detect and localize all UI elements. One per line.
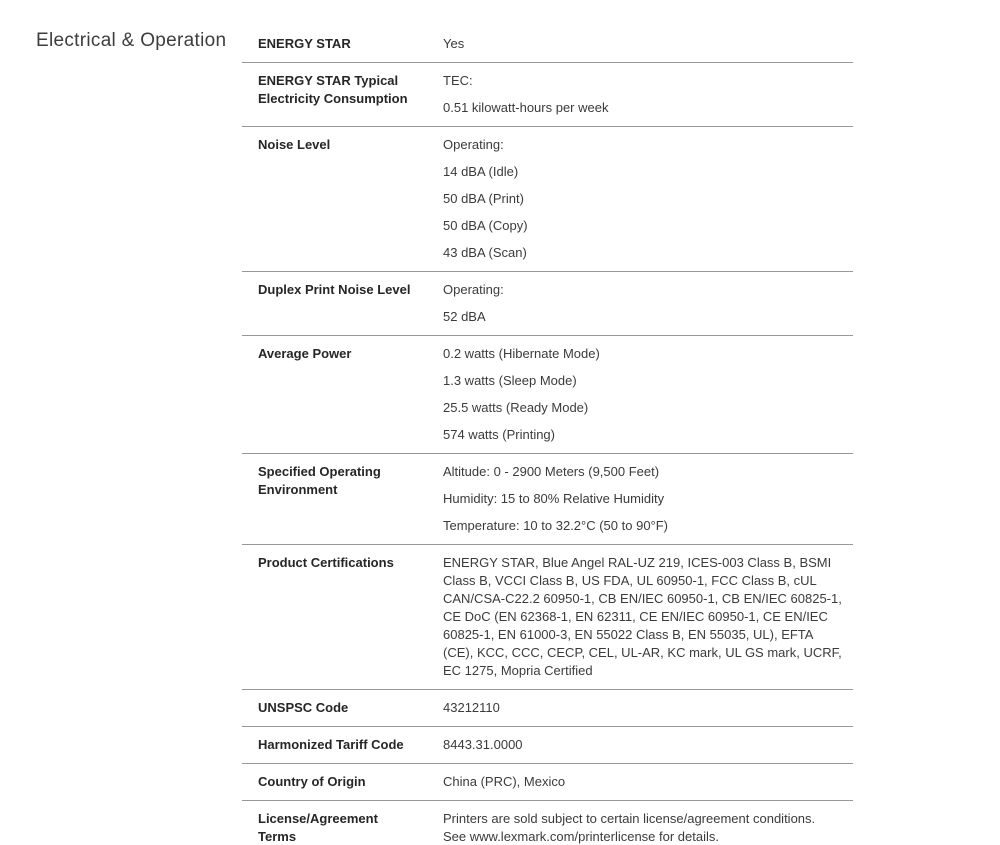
spec-value [443, 736, 853, 763]
spec-value [443, 773, 853, 800]
spec-label: Noise Level [258, 137, 331, 152]
spec-value [443, 35, 853, 62]
spec-value [443, 72, 853, 126]
spec-value-line: 43212110 [443, 700, 500, 715]
spec-row [242, 545, 853, 690]
spec-value-line: Altitude: 0 - 2900 Meters (9,500 Feet) [443, 464, 660, 479]
spec-value-line: 0.2 watts (Hibernate Mode) [443, 346, 600, 361]
spec-value-line: Printers are sold subject to certain license/agreement conditions. [443, 811, 816, 826]
spec-row [242, 127, 853, 272]
spec-value-line: Yes [443, 36, 465, 51]
spec-value-line: Operating: [443, 282, 504, 297]
spec-row [242, 727, 853, 764]
spec-label: License/Agreement Terms [258, 811, 378, 844]
spec-row [242, 454, 853, 545]
spec-value [443, 136, 853, 271]
spec-row [242, 26, 853, 63]
spec-row [242, 690, 853, 727]
spec-value-line: 1.3 watts (Sleep Mode) [443, 373, 577, 388]
spec-value [443, 463, 853, 544]
spec-value [443, 810, 853, 845]
spec-row [242, 63, 853, 127]
spec-label: Harmonized Tariff Code [258, 737, 404, 752]
spec-value-line: 50 dBA (Print) [443, 191, 524, 206]
spec-value-line: 8443.31.0000 [443, 737, 523, 752]
spec-row [242, 801, 853, 845]
spec-label: Country of Origin [258, 774, 366, 789]
spec-value-line: 43 dBA (Scan) [443, 245, 527, 260]
spec-value-line: 0.51 kilowatt-hours per week [443, 100, 609, 115]
spec-value [443, 554, 853, 689]
spec-value-line: 14 dBA (Idle) [443, 164, 519, 179]
spec-value-line: China (PRC), Mexico [443, 774, 566, 789]
spec-value-line: 574 watts (Printing) [443, 427, 555, 442]
spec-label: Specified Operating Environment [258, 464, 381, 497]
spec-value-line: 52 dBA [443, 309, 486, 324]
spec-label: UNSPSC Code [258, 700, 349, 715]
spec-value-line: 25.5 watts (Ready Mode) [443, 400, 589, 415]
spec-value-line: Temperature: 10 to 32.2°C (50 to 90°F) [443, 518, 669, 533]
section-title: Electrical & Operation [36, 30, 227, 51]
spec-value-line: 50 dBA (Copy) [443, 218, 528, 233]
spec-value [443, 699, 853, 726]
spec-label: ENERGY STAR [258, 36, 351, 51]
spec-row [242, 764, 853, 801]
spec-table [242, 26, 853, 845]
spec-value-line: See www.lexmark.com/printerlicense for details. [443, 829, 719, 844]
spec-row [242, 272, 853, 336]
spec-label: Product Certifications [258, 555, 394, 570]
spec-value-line: Operating: [443, 137, 504, 152]
spec-value-line: ENERGY STAR, Blue Angel RAL-UZ 219, ICES-003 Class B, BSMI Class B, VCCI Class B, US FDA, UL 60950-1, FCC Class B, cUL CAN/CSA-C22.2 60950-1, CB EN/IEC 60950-1, CB EN/IEC 60825-1, CE DoC (EN 62368-1, EN 62311, CE EN/IEC 60950-1, CE EN/IEC 60825-1, EN 61000-3, EN 55022 Class B, EN 55035, UL), EFTA (CE), KCC, CCC, CECP, CEL, UL-AR, KC mark, UL GS mark, UCRF, EC 1275, Mopria Certified [443, 555, 842, 678]
spec-label: Duplex Print Noise Level [258, 282, 411, 297]
spec-row [242, 336, 853, 454]
spec-label: ENERGY STAR Typical Electricity Consumption [258, 73, 408, 106]
spec-value [443, 345, 853, 453]
spec-value-line: Humidity: 15 to 80% Relative Humidity [443, 491, 665, 506]
spec-value [443, 281, 853, 335]
spec-value-line: TEC: [443, 73, 473, 88]
spec-label: Average Power [258, 346, 352, 361]
